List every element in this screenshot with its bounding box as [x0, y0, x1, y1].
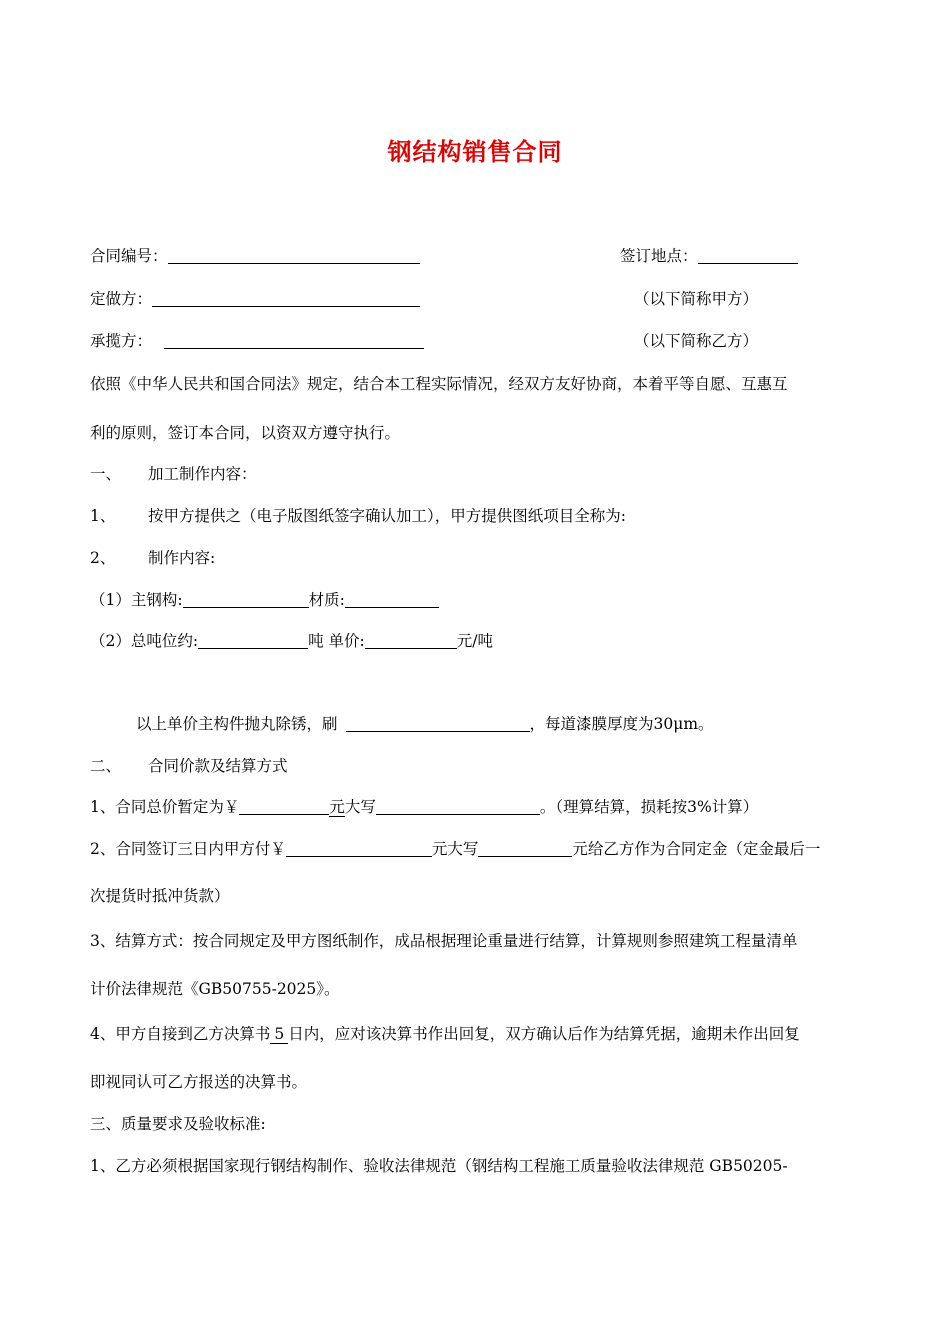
- section-1-title: 加工制作内容：: [148, 465, 257, 483]
- deposit-line-2: 次提货时抵冲货款）: [90, 887, 230, 905]
- sign-place-label: 签订地点：: [620, 247, 698, 265]
- unit-price-blank[interactable]: [365, 632, 457, 649]
- section-1-item-1: [90, 506, 626, 526]
- contract-no-blank[interactable]: [168, 247, 420, 264]
- total-price-words-label: 大写: [344, 798, 376, 816]
- deposit-row: [90, 839, 820, 859]
- deposit-prefix: 2、合同签订三日内甲方付￥: [90, 840, 286, 858]
- party-b-row: [90, 331, 424, 351]
- party-a-blank[interactable]: [152, 290, 420, 307]
- party-b-label: 承揽方：: [90, 332, 153, 350]
- total-price-words-blank[interactable]: [376, 798, 540, 815]
- deposit-words-blank[interactable]: [478, 840, 572, 857]
- party-a-label: 定做方：: [90, 290, 153, 308]
- reply-suffix: 日内，应对该决算书作出回复，双方确认后作为结算凭据，逾期未作出回复: [288, 1025, 800, 1043]
- section-3-heading: 三、质量要求及验收标准:: [90, 1115, 266, 1133]
- deposit-suffix: 元给乙方作为合同定金（定金最后一: [572, 840, 821, 858]
- intro-line-1: 依照《中华人民共和国合同法》规定，结合本工程实际情况，经双方友好协商，本着平等自愿、互惠互: [90, 375, 788, 393]
- section-1-heading: [90, 464, 257, 484]
- settlement-line-2: 计价法律规范《GB50755-2025》。: [90, 980, 340, 998]
- main-steel-blank[interactable]: [183, 591, 309, 608]
- contract-no-label: 合同编号：: [90, 247, 168, 265]
- item-2-num: 2、: [90, 549, 116, 567]
- tonnage-row: [90, 631, 493, 651]
- total-price-suffix: 。（理算结算，损耗按3%计算）: [539, 798, 759, 816]
- document-title: 钢结构销售合同: [387, 138, 563, 166]
- paint-blank[interactable]: [346, 715, 530, 732]
- settlement-line-1: 3、结算方式：按合同规定及甲方图纸制作，成品根据理论重量进行结算，计算规则参照建筑工程量清单: [90, 932, 798, 950]
- intro-line-2: 利的原则，签订本合同，以资双方遵守执行。: [90, 424, 401, 442]
- section-1-item-2: [90, 548, 215, 568]
- unit-price-unit: 元/吨: [456, 632, 493, 650]
- deposit-words-label: 元大写: [431, 840, 479, 858]
- total-price-blank[interactable]: [239, 798, 329, 815]
- paint-suffix: ，每道漆膜厚度为30μm。: [529, 715, 714, 733]
- reply-row: [90, 1024, 800, 1044]
- party-b-note: （以下简称乙方）: [634, 332, 759, 350]
- total-price-row: [90, 797, 758, 817]
- tonnage-label: （2）总吨位约:: [90, 632, 199, 650]
- party-b-blank[interactable]: [164, 332, 424, 349]
- total-price-yuan: 元: [329, 798, 345, 816]
- main-steel-label: （1）主钢构:: [90, 591, 183, 609]
- tonnage-blank[interactable]: [198, 632, 308, 649]
- item-1-text: 按甲方提供之（电子版图纸签字确认加工），甲方提供图纸项目全称为:: [148, 507, 626, 525]
- section-1-num: 一、: [90, 465, 122, 483]
- reply-prefix: 4、甲方自接到乙方决算书: [90, 1025, 271, 1043]
- item-2-text: 制作内容:: [148, 549, 216, 567]
- sign-place-row: [620, 246, 798, 266]
- paint-row: [136, 714, 714, 734]
- contract-no-row: [90, 246, 420, 266]
- item-1-num: 1、: [90, 507, 116, 525]
- reply-days: 5: [270, 1025, 288, 1044]
- section-2-num: 二、: [90, 757, 122, 775]
- quality-line-1: 1、乙方必须根据国家现行钢结构制作、验收法律规范（钢结构工程施工质量验收法律规范 GB50205-: [90, 1157, 788, 1175]
- main-steel-row: [90, 590, 439, 610]
- reply-line-2: 即视同认可乙方报送的决算书。: [90, 1073, 308, 1091]
- unit-price-label: 吨 单价:: [308, 632, 365, 650]
- paint-prefix: 以上单价主构件抛丸除锈，刷: [136, 715, 338, 733]
- party-a-note: （以下简称甲方）: [634, 290, 759, 308]
- section-2-heading: [90, 756, 288, 776]
- total-price-prefix: 1、合同总价暂定为￥: [90, 798, 240, 816]
- deposit-amount-blank[interactable]: [286, 840, 432, 857]
- party-a-row: [90, 289, 420, 309]
- material-blank[interactable]: [345, 591, 439, 608]
- material-label: 材质:: [308, 591, 345, 609]
- section-2-title: 合同价款及结算方式: [148, 757, 288, 775]
- sign-place-blank[interactable]: [698, 247, 798, 264]
